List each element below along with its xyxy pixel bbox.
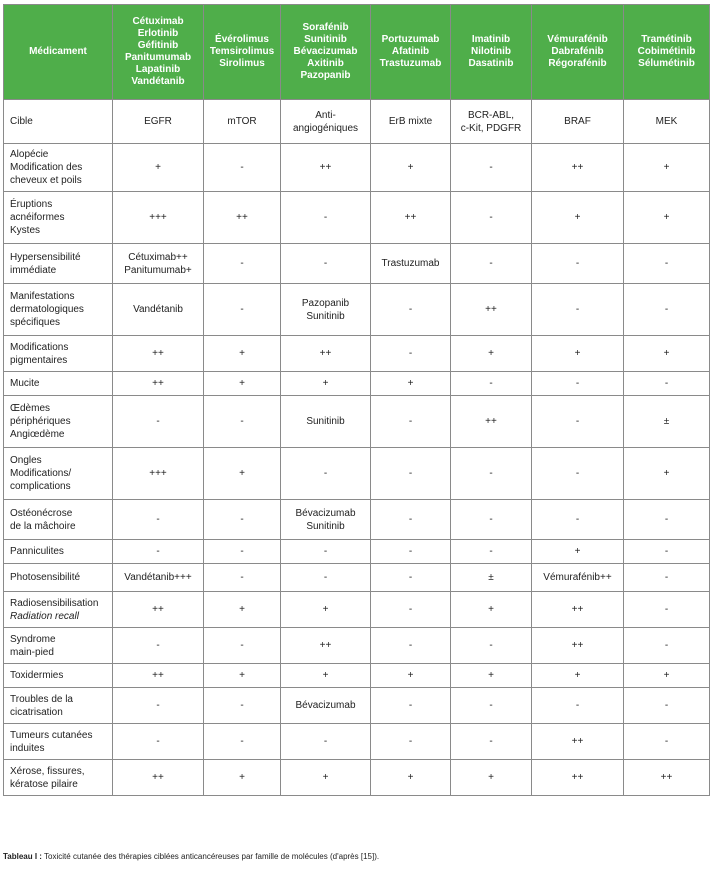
table-cell: +: [281, 760, 371, 796]
row-label-text: Œdèmes périphériques Angiœdème: [10, 403, 71, 440]
table-cell: +: [371, 664, 451, 688]
row-label: [4, 244, 113, 284]
row-label-text: Syndrome main-pied: [10, 633, 56, 658]
table-cell: -: [113, 396, 204, 448]
row-label-text: Mucite: [10, 378, 40, 389]
table-cell: -: [371, 540, 451, 564]
table-cell: Anti- angiogéniques: [281, 100, 371, 144]
table-cell: +++: [113, 448, 204, 500]
row-label: [4, 688, 113, 724]
table-cell: -: [113, 540, 204, 564]
table-cell: ++: [113, 336, 204, 372]
table-cell: +: [204, 664, 281, 688]
header-drug-group: Portuzumab Afatinib Trastuzumab: [371, 5, 451, 100]
table-cell: +: [204, 336, 281, 372]
table-cell: -: [281, 244, 371, 284]
table-cell: EGFR: [113, 100, 204, 144]
table-cell: -: [204, 144, 281, 192]
table-cell: ++: [451, 396, 532, 448]
table-cell: -: [532, 448, 624, 500]
caption-prefix: Tableau I :: [3, 852, 42, 861]
table-cell: -: [532, 244, 624, 284]
table-cell: -: [113, 688, 204, 724]
table-cell: -: [204, 628, 281, 664]
table-cell: -: [532, 396, 624, 448]
table-cell: mTOR: [204, 100, 281, 144]
table-cell: Sunitinib: [281, 396, 371, 448]
row-label: [4, 192, 113, 244]
table-cell: -: [371, 336, 451, 372]
table-cell: -: [451, 540, 532, 564]
table-cell: -: [532, 500, 624, 540]
table-row: [4, 724, 710, 760]
toxicity-table: [3, 4, 710, 796]
table-cell: ++: [113, 592, 204, 628]
row-label-text: Photosensibilité: [10, 572, 81, 583]
table-row: [4, 592, 710, 628]
table-row: [4, 396, 710, 448]
row-label-text: Radiosensibilisation: [10, 597, 99, 609]
header-drug-group: Cétuximab Erlotinib Géfitinib Panitumumab Lapatinib Vandétanib: [113, 5, 204, 100]
row-label: [4, 448, 113, 500]
table-cell: ++: [451, 284, 532, 336]
table-cell: -: [371, 628, 451, 664]
table-cell: -: [113, 724, 204, 760]
table-cell: -: [371, 500, 451, 540]
table-cell: +: [451, 664, 532, 688]
table-cell: -: [371, 284, 451, 336]
table-cell: -: [204, 540, 281, 564]
row-label-text: Hypersensibilité immédiate: [10, 251, 81, 276]
table-cell: Vémurafénib++: [532, 564, 624, 592]
table-cell: +: [532, 664, 624, 688]
table-cell: BRAF: [532, 100, 624, 144]
table-row: [4, 540, 710, 564]
table-cell: Trastuzumab: [371, 244, 451, 284]
table-cell: +: [451, 592, 532, 628]
table-cell: -: [624, 284, 710, 336]
header-medicament: Médicament: [4, 5, 113, 100]
table-cell: -: [532, 372, 624, 396]
row-label: [4, 100, 113, 144]
table-cell: -: [451, 448, 532, 500]
table-cell: -: [204, 244, 281, 284]
table-cell: -: [451, 724, 532, 760]
row-label: [4, 628, 113, 664]
table-cell: -: [371, 396, 451, 448]
table-cell: BCR-ABL, c-Kit, PDGFR: [451, 100, 532, 144]
table-cell: -: [451, 500, 532, 540]
table-cell: +: [281, 664, 371, 688]
table-row: [4, 628, 710, 664]
table-cell: +: [371, 760, 451, 796]
row-label-text: Troubles de la cicatrisation: [10, 693, 73, 718]
row-label-text: Manifestations dermatologiques spécifiques: [10, 291, 84, 328]
row-label: [4, 664, 113, 688]
row-label: [4, 144, 113, 192]
table-cell: ++: [113, 664, 204, 688]
table-cell: -: [204, 396, 281, 448]
table-cell: -: [281, 540, 371, 564]
table-row: [4, 100, 710, 144]
table-cell: -: [113, 628, 204, 664]
table-cell: +: [624, 192, 710, 244]
table-cell: ++: [624, 760, 710, 796]
header-drug-group: Imatinib Nilotinib Dasatinib: [451, 5, 532, 100]
table-cell: ++: [532, 724, 624, 760]
row-label-text: Panniculites: [10, 546, 64, 557]
table-cell: +: [451, 760, 532, 796]
table-row: [4, 760, 710, 796]
table-cell: -: [281, 724, 371, 760]
table-cell: Cétuximab++ Panitumumab+: [113, 244, 204, 284]
table-cell: -: [281, 564, 371, 592]
row-label-text: Toxidermies: [10, 670, 64, 681]
table-cell: -: [624, 540, 710, 564]
table-cell: +: [371, 372, 451, 396]
table-cell: -: [451, 144, 532, 192]
table-cell: -: [624, 688, 710, 724]
table-cell: -: [532, 284, 624, 336]
table-cell: +: [281, 592, 371, 628]
table-cell: +: [624, 336, 710, 372]
table-cell: ++: [532, 628, 624, 664]
table-cell: +: [204, 372, 281, 396]
table-caption: [3, 852, 379, 861]
table-cell: +: [451, 336, 532, 372]
table-cell: +: [624, 664, 710, 688]
table-cell: ++: [204, 192, 281, 244]
row-label: [4, 540, 113, 564]
table-row: [4, 448, 710, 500]
table-cell: ±: [624, 396, 710, 448]
caption-text: Toxicité cutanée des thérapies ciblées anticancéreuses par famille de molécules (d'après [15]).: [41, 852, 380, 861]
table-cell: ++: [113, 760, 204, 796]
table-cell: ++: [532, 144, 624, 192]
row-label-text: Cible: [10, 116, 33, 127]
table-cell: -: [371, 592, 451, 628]
table-cell: +++: [113, 192, 204, 244]
table-row: [4, 500, 710, 540]
table-cell: +: [532, 336, 624, 372]
table-cell: +: [371, 144, 451, 192]
row-label-text: Éruptions acnéiformes Kystes: [10, 199, 65, 236]
table-cell: -: [624, 628, 710, 664]
row-label-text: Ostéonécrose de la mâchoire: [10, 507, 76, 532]
header-drug-group: Sorafénib Sunitinib Bévacizumab Axitinib Pazopanib: [281, 5, 371, 100]
table-cell: ++: [532, 592, 624, 628]
table-cell: -: [451, 372, 532, 396]
table-row: [4, 192, 710, 244]
row-label: [4, 372, 113, 396]
table-cell: MEK: [624, 100, 710, 144]
header-row: [4, 5, 710, 100]
row-label: [4, 592, 113, 628]
row-label-text: Alopécie Modification des cheveux et poils: [10, 149, 83, 186]
table-cell: -: [371, 448, 451, 500]
table-cell: +: [281, 372, 371, 396]
table-cell: -: [204, 500, 281, 540]
row-label: [4, 564, 113, 592]
table-cell: -: [624, 500, 710, 540]
table-cell: -: [281, 448, 371, 500]
table-cell: ErB mixte: [371, 100, 451, 144]
table-cell: -: [204, 284, 281, 336]
table-body: [4, 100, 710, 796]
table-cell: -: [451, 244, 532, 284]
table-cell: ±: [451, 564, 532, 592]
table-row: [4, 284, 710, 336]
header-drug-group: Tramétinib Cobimétinib Sélumétinib: [624, 5, 710, 100]
table-row: [4, 144, 710, 192]
row-label: [4, 284, 113, 336]
table-cell: +: [624, 144, 710, 192]
table-cell: +: [532, 192, 624, 244]
table-cell: -: [624, 244, 710, 284]
table-cell: Bévacizumab Sunitinib: [281, 500, 371, 540]
table-cell: Vandétanib+++: [113, 564, 204, 592]
table-cell: ++: [281, 144, 371, 192]
table-cell: +: [113, 144, 204, 192]
table-cell: -: [532, 688, 624, 724]
table-cell: ++: [113, 372, 204, 396]
row-label-text: Tumeurs cutanées induites: [10, 729, 93, 754]
table-cell: Pazopanib Sunitinib: [281, 284, 371, 336]
table-cell: Vandétanib: [113, 284, 204, 336]
table-cell: +: [204, 760, 281, 796]
table-row: [4, 244, 710, 284]
row-label: [4, 336, 113, 372]
table-cell: ++: [532, 760, 624, 796]
table-cell: -: [371, 688, 451, 724]
header-drug-group: Évérolimus Temsirolimus Sirolimus: [204, 5, 281, 100]
table-cell: ++: [281, 628, 371, 664]
table-cell: -: [281, 192, 371, 244]
table-cell: -: [204, 564, 281, 592]
table-cell: +: [204, 448, 281, 500]
table-cell: +: [204, 592, 281, 628]
header-drug-group: Vémurafénib Dabrafénib Régorafénib: [532, 5, 624, 100]
row-label: [4, 500, 113, 540]
row-label-text: Ongles Modifications/ complications: [10, 455, 72, 492]
row-label: [4, 724, 113, 760]
table-row: [4, 372, 710, 396]
table-cell: -: [624, 592, 710, 628]
table-cell: ++: [281, 336, 371, 372]
table-cell: -: [371, 724, 451, 760]
table-cell: -: [624, 564, 710, 592]
row-label-text: Xérose, fissures, kératose pilaire: [10, 765, 85, 790]
table-cell: -: [204, 688, 281, 724]
table-cell: +: [532, 540, 624, 564]
table-cell: -: [204, 724, 281, 760]
row-label-italic: Radiation recall: [10, 610, 79, 622]
row-label: [4, 760, 113, 796]
table-cell: -: [624, 724, 710, 760]
table-cell: Bévacizumab: [281, 688, 371, 724]
table-cell: ++: [371, 192, 451, 244]
table-container: [3, 4, 709, 796]
table-cell: -: [451, 688, 532, 724]
table-row: [4, 336, 710, 372]
table-cell: -: [371, 564, 451, 592]
table-cell: -: [113, 500, 204, 540]
table-cell: -: [451, 192, 532, 244]
table-cell: -: [624, 372, 710, 396]
row-label: [4, 396, 113, 448]
table-cell: -: [451, 628, 532, 664]
table-row: [4, 664, 710, 688]
table-row: [4, 688, 710, 724]
table-cell: +: [624, 448, 710, 500]
row-label-text: Modifications pigmentaires: [10, 341, 69, 366]
table-row: [4, 564, 710, 592]
